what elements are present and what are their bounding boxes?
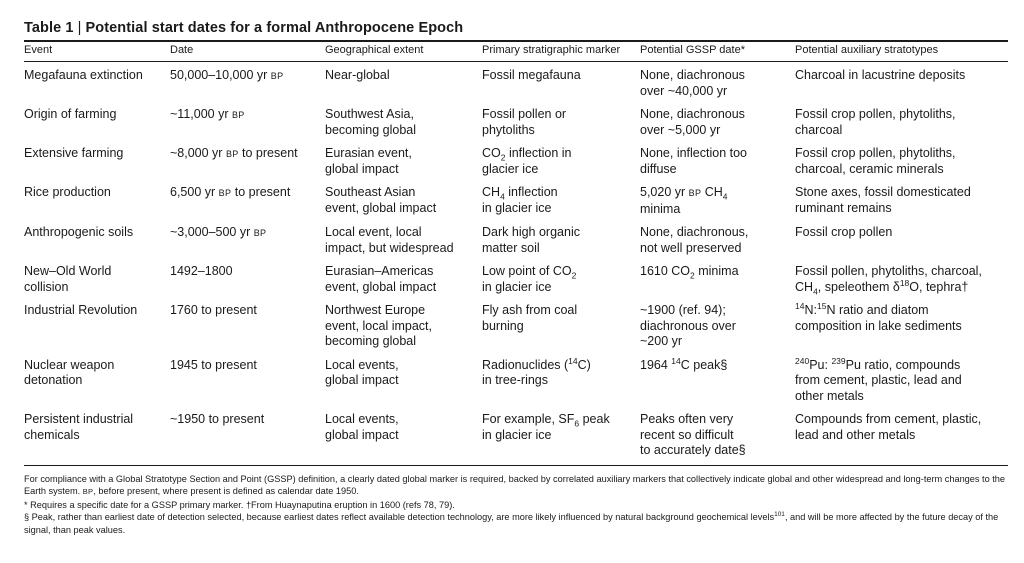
cell-marker: Fossil pollen or phytoliths <box>482 107 567 137</box>
table-row <box>24 355 1008 410</box>
data-table <box>24 40 1008 466</box>
header-extent: Geographical extent <box>325 41 482 62</box>
cell-marker: Fly ash from coal burning <box>482 303 578 333</box>
cell-gssp: None, diachronous over ~5,000 yr <box>640 107 745 137</box>
table-row <box>24 261 1008 300</box>
cell-marker: $CO_2$ inflection in glacier ice <box>482 146 572 176</box>
cell-extent: Local events, global impact <box>325 409 482 465</box>
header-row <box>24 41 1008 62</box>
cell-gssp: ~1900 (ref. 94); diachronous over ~200 yr <box>640 303 736 348</box>
table-row <box>24 182 1008 222</box>
header-aux: Potential auxiliary stratotypes <box>795 41 1008 62</box>
cell-extent: Local events, global impact <box>325 357 399 387</box>
footnote-section: § Peak, rather than earliest date of detection selected, because earliest dates reflect available detection technology, are more likely influenced by natural background geochemical levels$^{101}$, and will be more affected by the future decay of the signal, than peak values. <box>24 510 999 535</box>
cell-aux: Compounds from cement, plastic, lead and other metals <box>795 409 1008 465</box>
table-row <box>24 300 1008 355</box>
cell-extent: Local event, local impact, but widespread <box>325 225 454 255</box>
cell-gssp: 1964 $^{14}$C peak§ <box>640 355 728 372</box>
cell-aux: Fossil crop pollen, phytoliths, charcoal, ceramic minerals <box>795 146 956 176</box>
cell-date: ~3,000–500 yr BP <box>170 225 267 239</box>
table-row <box>24 104 1008 143</box>
cell-gssp: 5,020 yr BP $CH_4$ minima <box>640 185 728 216</box>
cell-aux: $^{14}$N:$^{15}$N ratio and diatom composition in lake sediments <box>795 300 962 333</box>
cell-extent: Eurasian event, global impact <box>325 146 412 176</box>
cell-extent: Near-global <box>325 68 390 82</box>
cell-date: 50,000–10,000 yr BP <box>170 68 284 82</box>
cell-event: New–Old World collision <box>24 264 112 294</box>
cell-date: ~11,000 yr BP <box>170 107 245 121</box>
table-number: Table 1 <box>24 20 74 36</box>
cell-marker: $CH_4$ inflection in glacier ice <box>482 185 558 215</box>
cell-date: 1760 to present <box>170 303 257 317</box>
table-caption: Potential start dates for a formal Anthropocene Epoch <box>85 20 464 36</box>
cell-aux: Fossil pollen, phytoliths, charcoal, $CH_4$, speleothem $\delta^{18}O$, tephra† <box>795 264 982 296</box>
cell-aux: $^{240}$Pu: $^{239}$Pu ratio, compounds from cement, plastic, lead and other metals <box>795 355 962 403</box>
cell-gssp: None, diachronous over ~40,000 yr <box>640 68 745 98</box>
footnote-main: For compliance with a Global Stratotype Section and Point (GSSP) definition, a clearly dated global marker is required, backed by correlated auxiliary markers that collectively indicate global and other widespread and long-term changes to the Earth system. BP, before present, where present is defined as calendar date 1950. <box>24 473 1006 496</box>
cell-extent: Southwest Asia, becoming global <box>325 107 417 137</box>
cell-marker: Dark high organic matter soil <box>482 225 580 255</box>
cell-date: ~8,000 yr BP to present <box>170 146 298 160</box>
cell-event: Persistent industrial chemicals <box>24 409 170 465</box>
table-row <box>24 409 1008 465</box>
cell-date: 6,500 yr BP to present <box>170 185 291 199</box>
cell-date: ~1950 to present <box>170 409 325 465</box>
cell-gssp: 1610 $CO_2$ minima <box>640 264 739 281</box>
cell-marker: Radionuclides ($^{14}$C) in tree-rings <box>482 355 591 387</box>
cell-event: Industrial Revolution <box>24 303 138 317</box>
cell-marker: Fossil megafauna <box>482 68 581 82</box>
cell-gssp: Peaks often very recent so difficult to accurately date§ <box>640 409 795 465</box>
table-footnotes <box>24 473 1008 537</box>
table-title <box>24 18 1008 38</box>
cell-aux: Stone axes, fossil domesticated ruminant remains <box>795 185 971 215</box>
header-marker: Primary stratigraphic marker <box>482 41 640 62</box>
header-event: Event <box>24 41 170 62</box>
cell-event: Anthropogenic soils <box>24 225 134 239</box>
cell-extent: Northwest Europe event, local impact, becoming global <box>325 303 432 348</box>
cell-aux: Fossil crop pollen <box>795 225 893 239</box>
cell-marker: Low point of $CO_2$ in glacier ice <box>482 264 577 294</box>
cell-event: Nuclear weapon detonation <box>24 357 115 387</box>
table-row <box>24 222 1008 261</box>
cell-aux: Charcoal in lacustrine deposits <box>795 68 966 82</box>
cell-event: Rice production <box>24 185 111 199</box>
footnote-asterisk: * Requires a specific date for a GSSP primary marker. †From Huaynaputina eruption in 1600 (refs 78, 79). <box>24 499 455 510</box>
cell-date: 1945 to present <box>170 357 257 372</box>
cell-gssp: None, diachronous, not well preserved <box>640 225 749 255</box>
cell-event: Origin of farming <box>24 107 117 121</box>
cell-date: 1492–1800 <box>170 264 233 278</box>
cell-extent: Eurasian–Americas event, global impact <box>325 264 437 294</box>
table-row <box>24 143 1008 182</box>
cell-marker: For example, $SF_6$ peak in glacier ice <box>482 409 640 465</box>
cell-aux: Fossil crop pollen, phytoliths, charcoal <box>795 107 956 137</box>
header-gssp: Potential GSSP date* <box>640 41 795 62</box>
cell-event: Extensive farming <box>24 146 124 160</box>
cell-extent: Southeast Asian event, global impact <box>325 185 437 215</box>
cell-event: Megafauna extinction <box>24 68 143 82</box>
table-row <box>24 62 1008 105</box>
header-date: Date <box>170 41 325 62</box>
title-separator: | <box>77 20 82 36</box>
cell-gssp: None, inflection too diffuse <box>640 146 748 176</box>
